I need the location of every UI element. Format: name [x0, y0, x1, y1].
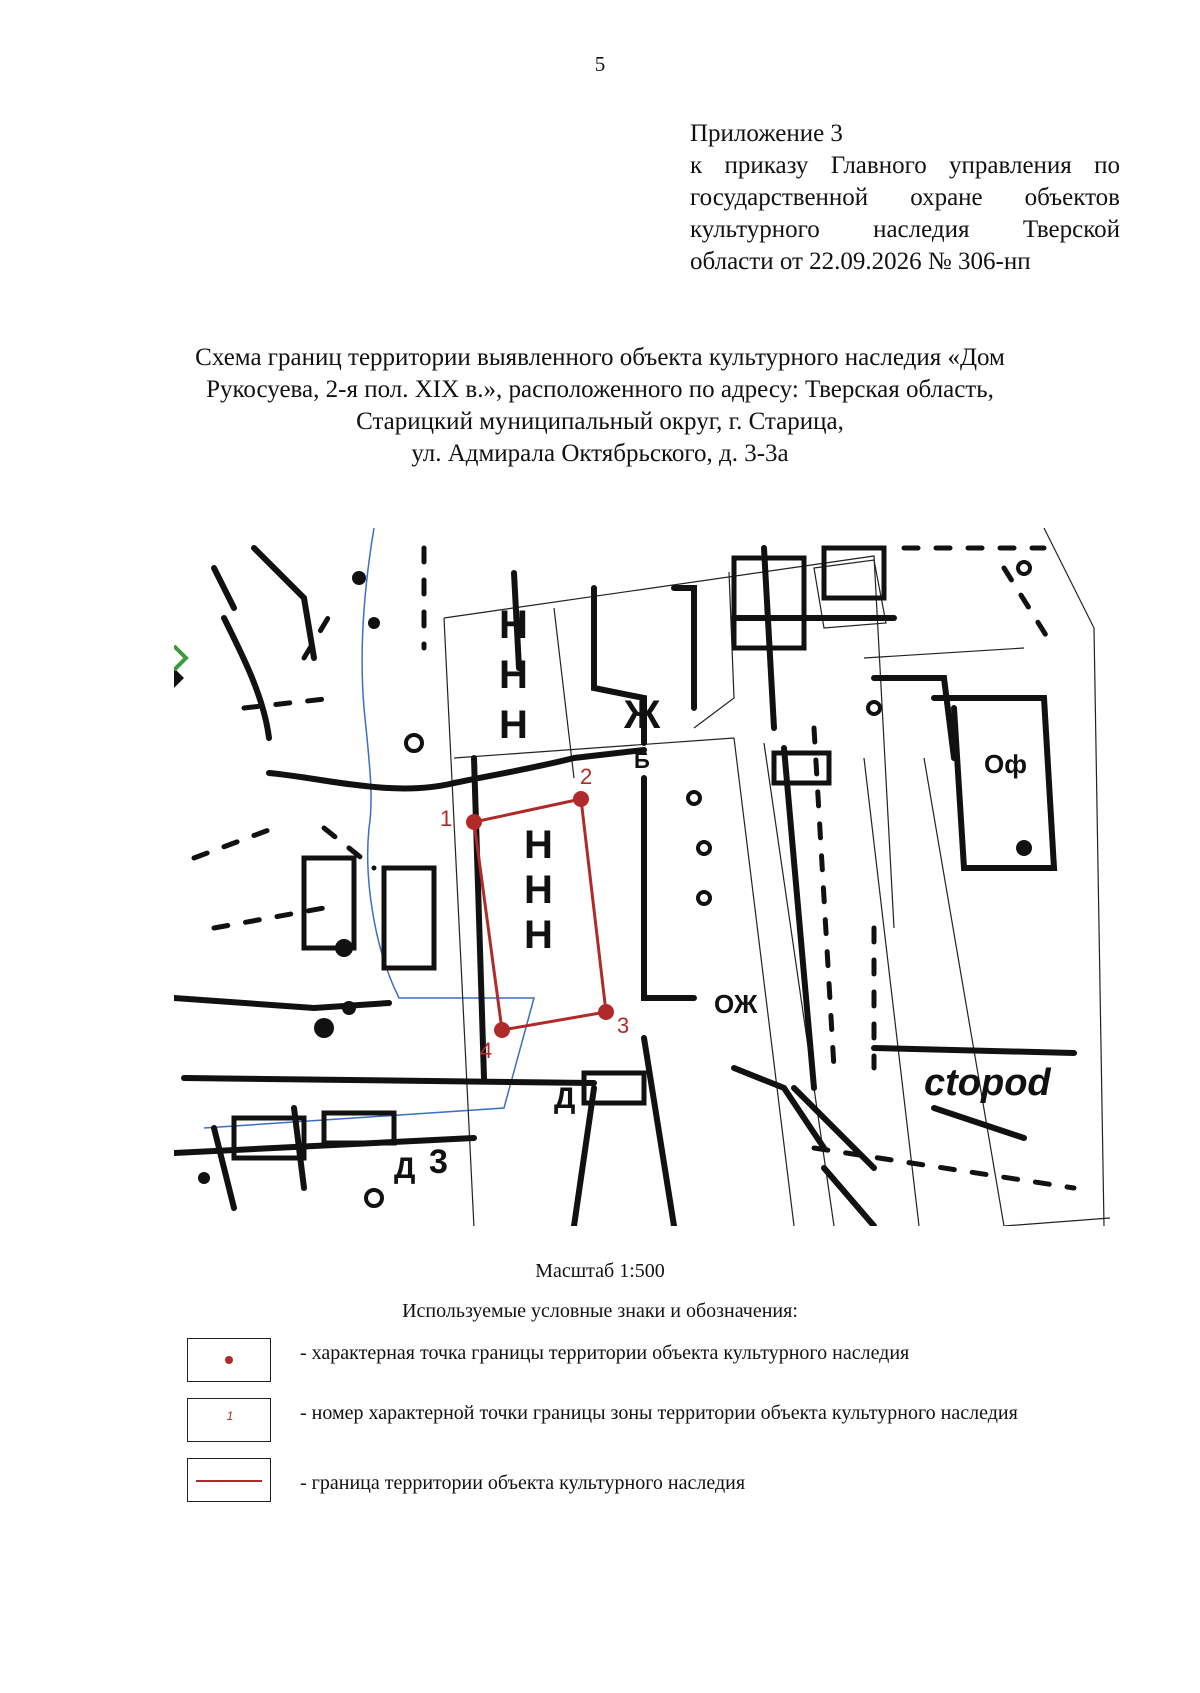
boundary-point-4	[494, 1022, 510, 1038]
boundary-point-2	[573, 791, 589, 807]
legend-symbol-box	[187, 1398, 271, 1442]
boundary-point-1	[466, 814, 482, 830]
title-line: ул. Адмирала Октябрьского, д. 3-3а	[411, 440, 789, 467]
building-label: Н	[524, 823, 553, 867]
building-label: Д	[554, 1082, 576, 1115]
appendix-line: государственной охране объектов	[690, 184, 1120, 211]
point-label-3: 3	[617, 1013, 630, 1038]
building-label: Оф	[984, 749, 1027, 779]
map-scale: Масштаб 1:500	[535, 1260, 665, 1282]
appendix-line: Приложение 3	[690, 120, 843, 147]
page-number: 5	[594, 52, 606, 76]
appendix-line: к приказу Главного управления по	[690, 152, 1120, 179]
building-label: 3	[429, 1143, 448, 1181]
point-number-symbol: 1	[226, 1409, 234, 1423]
legend-symbol-box	[187, 1338, 271, 1382]
title-line: Рукосуева, 2-я пол. XIX в.», расположенного по адресу: Тверская область,	[206, 376, 994, 403]
building-label: Н	[499, 653, 528, 697]
point-label-1: 1	[440, 806, 453, 831]
point-label-4: 4	[480, 1038, 493, 1063]
building-label: Н	[524, 913, 553, 957]
point-label-2: 2	[580, 764, 593, 789]
building-label: Ж	[624, 693, 661, 737]
boundary-line-symbol	[196, 1480, 262, 1482]
building-label: Н	[524, 868, 553, 912]
building-label: Б	[634, 748, 650, 773]
legend-text: - номер характерной точки границы зоны территории объекта культурного наследия	[300, 1402, 1018, 1424]
boundary-point-symbol	[225, 1356, 233, 1364]
appendix-line: культурного наследия Тверской	[690, 216, 1120, 243]
building-label: Н	[499, 603, 528, 647]
legend-symbol-box	[187, 1458, 271, 1502]
legend-text: - характерная точка границы территории объекта культурного наследия	[300, 1342, 910, 1364]
map-svg	[174, 528, 1110, 1226]
street-label: ctopod	[924, 1062, 1051, 1104]
building-label: Н	[499, 703, 528, 747]
appendix-line: области от 22.09.2026 № 306-нп	[690, 248, 1031, 275]
title-line: Старицкий муниципальный округ, г. Старица,	[356, 408, 844, 435]
legend-text: - граница территории объекта культурного наследия	[300, 1472, 746, 1494]
building-label: Д	[394, 1152, 416, 1185]
boundary-point-3	[598, 1004, 614, 1020]
document-title	[150, 342, 1050, 470]
title-line: Схема границ территории выявленного объекта культурного наследия «Дом	[195, 344, 1005, 371]
appendix-header	[690, 118, 1120, 278]
legend-title: Используемые условные знаки и обозначения:	[402, 1300, 798, 1322]
cadastral-map	[174, 528, 1110, 1226]
building-label: ОЖ	[714, 989, 758, 1019]
